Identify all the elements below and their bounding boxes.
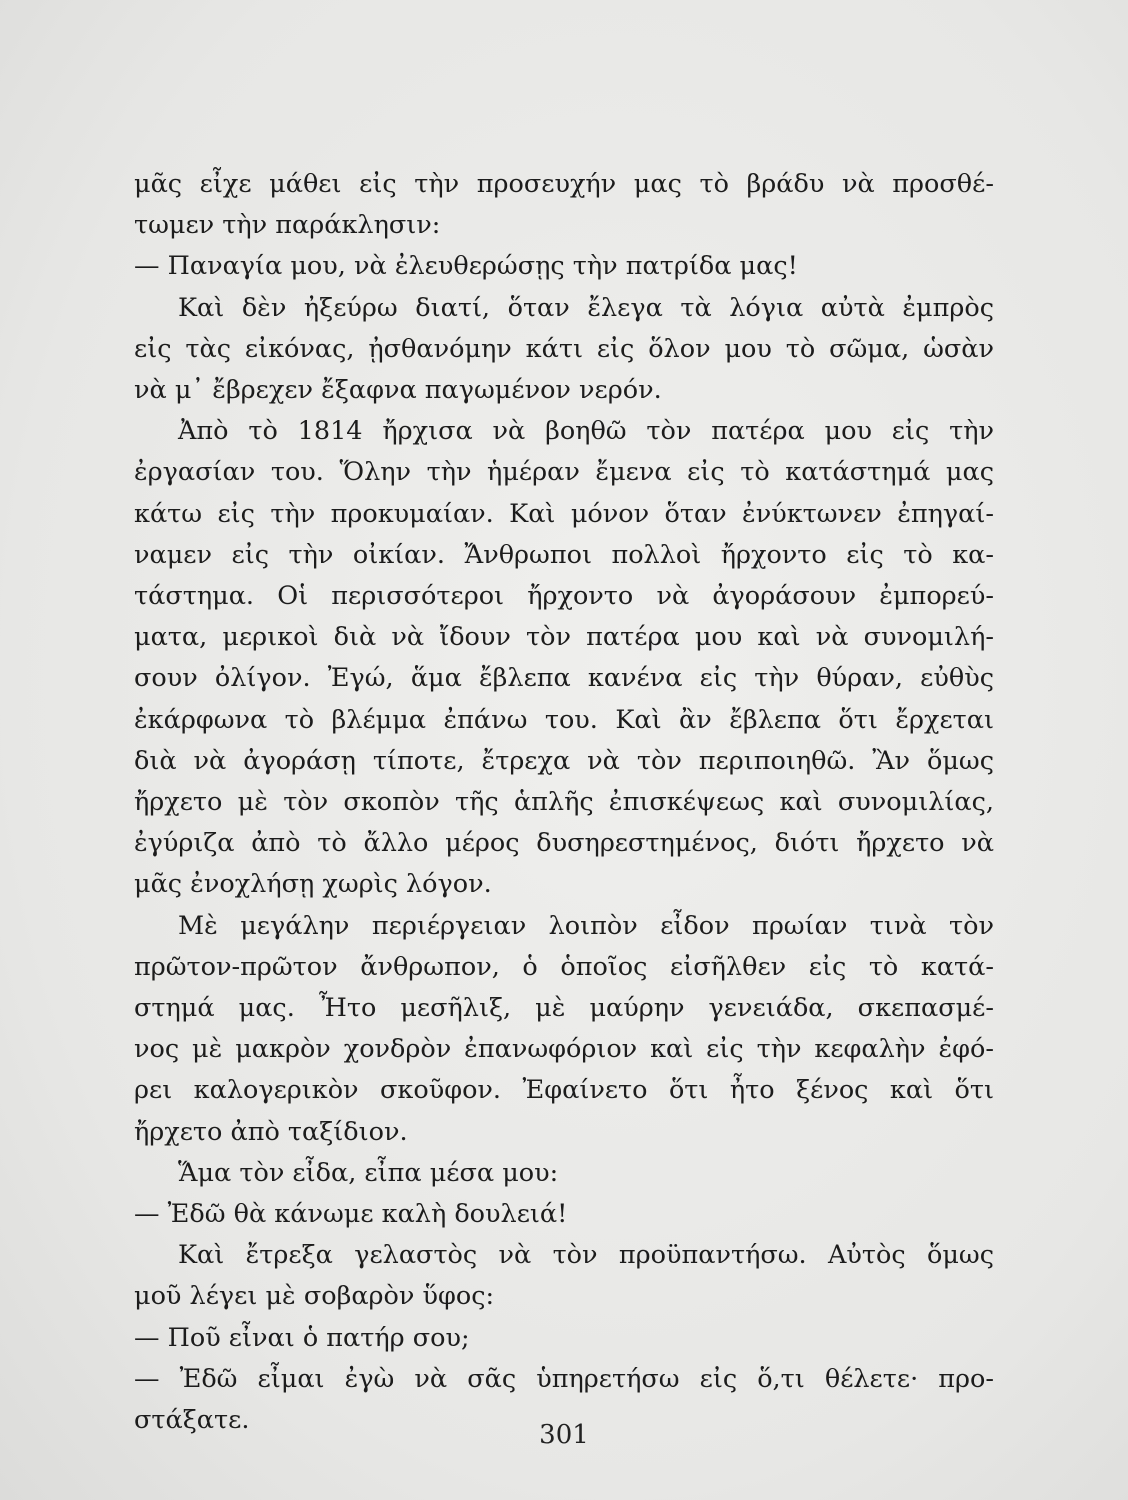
text-line: — Ἐδῶ θὰ κάνωμε καλὴ δουλειά! [134, 1199, 568, 1229]
text-line: μᾶς εἶχε μάθει εἰς τὴν προσευχήν μας τὸ βράδυ νὰ προσθέ- [134, 169, 994, 199]
text-line: τάστημα. Οἱ περισσότεροι ἤρχοντο νὰ ἀγοράσουν ἐμπορεύ- [134, 581, 994, 611]
text-line: ἐγύριζα ἀπὸ τὸ ἄλλο μέρος δυσηρεστημένος, διότι ἤρχετο νὰ [134, 828, 994, 859]
text-line: Καὶ δὲν ἠξεύρω διατί, ὅταν ἔλεγα τὰ λόγια αὐτὰ ἐμπρὸς [178, 292, 994, 323]
text-line: ρει καλογερικὸν σκοῦφον. Ἐφαίνετο ὅτι ἦτο ξένος καὶ ὅτι [134, 1075, 994, 1106]
text-line: μᾶς ἐνοχλήσῃ χωρὶς λόγον. [134, 869, 492, 900]
text-line: πρῶτον-πρῶτον ἄνθρωπον, ὁ ὁποῖος εἰσῆλθεν εἰς τὸ κατά- [134, 951, 994, 982]
text-line: νος μὲ μακρὸν χονδρὸν ἐπανωφόριον καὶ εἰς τὴν κεφαλὴν ἐφό- [134, 1034, 994, 1065]
text-line: στάξατε. [134, 1405, 250, 1435]
text-line: κάτω εἰς τὴν προκυμαίαν. Καὶ μόνον ὅταν ἐνύκτωνεν ἐπηγαί- [134, 498, 994, 529]
text-line: ἐκάρφωνα τὸ βλέμμα ἐπάνω του. Καὶ ἂν ἔβλεπα ὅτι ἔρχεται [134, 704, 994, 735]
text-line: Ἅμα τὸν εἶδα, εἶπα μέσα μου: [178, 1157, 559, 1188]
text-line: ἐργασίαν του. Ὅλην τὴν ἡμέραν ἔμενα εἰς τὸ κατάστημά μας [134, 457, 994, 488]
text-line: Ἀπὸ τὸ 1814 ἤρχισα νὰ βοηθῶ τὸν πατέρα μου εἰς τὴν [178, 416, 994, 447]
text-line: ναμεν εἰς τὴν οἰκίαν. Ἄνθρωποι πολλοὶ ἤρχοντο εἰς τὸ κα- [134, 539, 994, 570]
text-line: σουν ὀλίγον. Ἐγώ, ἅμα ἔβλεπα κανένα εἰς τὴν θύραν, εὐθὺς [134, 663, 994, 694]
text-line: Μὲ μεγάλην περιέργειαν λοιπὸν εἶδον πρωίαν τινὰ τὸν [178, 910, 994, 941]
text-line: Καὶ ἔτρεξα γελαστὸς νὰ τὸν προϋπαντήσω. Αὐτὸς ὅμως [178, 1240, 994, 1271]
page-number: 301 [539, 1420, 589, 1450]
text-line: ἤρχετο ἀπὸ ταξίδιον. [134, 1116, 408, 1147]
text-line: — Ἐδῶ εἶμαι ἐγὼ νὰ σᾶς ὑπηρετήσω εἰς ὅ,τι θέλετε· προ- [134, 1363, 994, 1394]
text-line: νὰ μ᾽ ἔβρεχεν ἔξαφνα παγωμένον νερόν. [134, 375, 662, 405]
text-line: εἰς τὰς εἰκόνας, ᾐσθανόμην κάτι εἰς ὅλον μου τὸ σῶμα, ὡσὰν [134, 333, 994, 364]
text-line: — Παναγία μου, νὰ ἐλευθερώσῃς τὴν πατρίδα μας! [134, 251, 798, 282]
text-line: στημά μας. Ἦτο μεσῆλιξ, μὲ μαύρην γενειάδα, σκεπασμέ- [134, 993, 994, 1023]
text-line: ἤρχετο μὲ τὸν σκοπὸν τῆς ἁπλῆς ἐπισκέψεως καὶ συνομιλίας, [134, 787, 994, 817]
text-line: μοῦ λέγει μὲ σοβαρὸν ὕφος: [134, 1281, 495, 1312]
text-line: ματα, μερικοὶ διὰ νὰ ἴδουν τὸν πατέρα μου καὶ νὰ συνομιλή- [134, 622, 994, 653]
text-line: τωμεν τὴν παράκλησιν: [134, 210, 441, 241]
text-line: διὰ νὰ ἀγοράσῃ τίποτε, ἔτρεχα νὰ τὸν περιποιηθῶ. Ἂν ὅμως [134, 745, 994, 776]
text-line: — Ποῦ εἶναι ὁ πατήρ σου; [134, 1322, 470, 1353]
